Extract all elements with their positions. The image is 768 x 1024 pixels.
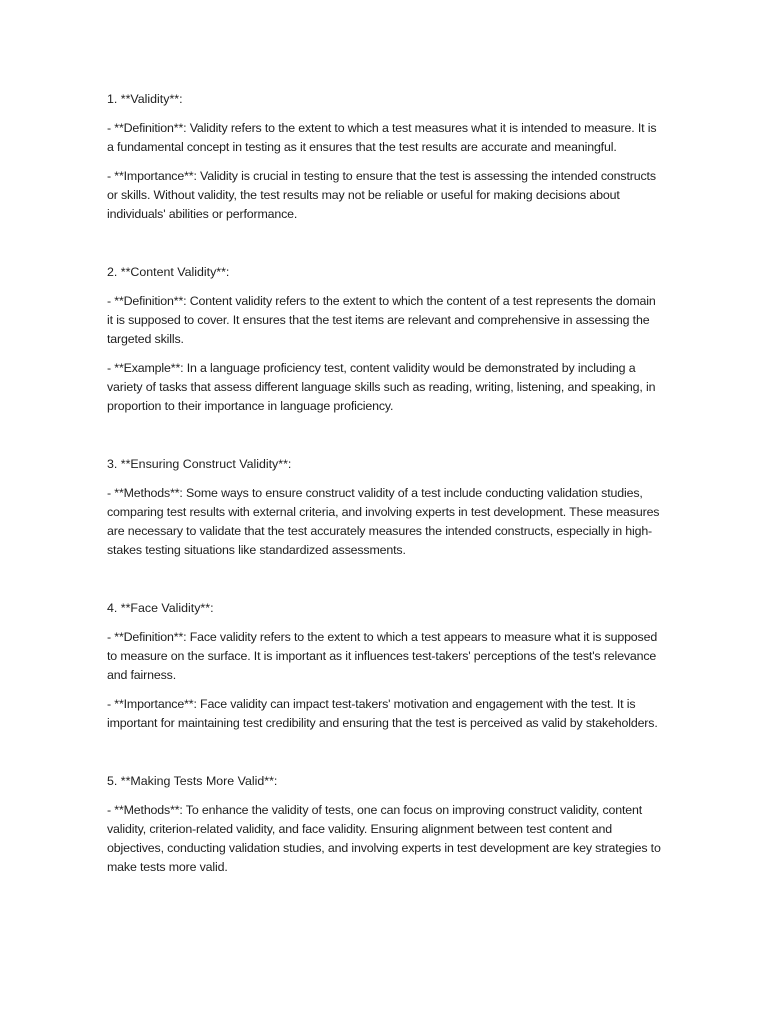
section-heading: 4. **Face Validity**: bbox=[107, 601, 214, 615]
paragraph-definition: - **Definition**: Validity refers to the extent to which a test measures what it is intended to measure. It is a fundamental concept in testing as it ensures that the test results are accurate and meaningful. bbox=[107, 121, 657, 154]
paragraph-methods: - **Methods**: To enhance the validity of tests, one can focus on improving construct validity, content validity, criterion-related validity, and face validity. Ensuring alignment between test content and objectives, conducting validation studies, and involving experts in test development are key strategies to make tests more valid. bbox=[107, 803, 661, 874]
section-heading: 2. **Content Validity**: bbox=[107, 265, 230, 279]
section-making-tests-more-valid bbox=[107, 772, 663, 877]
paragraph-definition: - **Definition**: Content validity refers to the extent to which the content of a test represents the domain it is supposed to cover. It ensures that the test items are relevant and comprehensive in assessing the targeted skills. bbox=[107, 294, 656, 346]
section-face-validity bbox=[107, 599, 663, 733]
section-ensuring-construct-validity bbox=[107, 455, 663, 560]
paragraph-importance: - **Importance**: Face validity can impact test-takers' motivation and engagement with the test. It is important for maintaining test credibility and ensuring that the test is perceived as valid by stakeholders. bbox=[107, 697, 658, 730]
document-body bbox=[107, 90, 663, 916]
section-heading: 1. **Validity**: bbox=[107, 92, 183, 106]
section-content-validity bbox=[107, 263, 663, 416]
section-heading: 3. **Ensuring Construct Validity**: bbox=[107, 457, 292, 471]
paragraph-importance: - **Importance**: Validity is crucial in testing to ensure that the test is assessing the intended constructs or skills. Without validity, the test results may not be reliable or useful for making decisions about individuals' abilities or performance. bbox=[107, 169, 656, 221]
section-validity bbox=[107, 90, 663, 224]
section-heading: 5. **Making Tests More Valid**: bbox=[107, 774, 278, 788]
paragraph-example: - **Example**: In a language proficiency test, content validity would be demonstrated by including a variety of tasks that assess different language skills such as reading, writing, listening, and speaking, in proportion to their importance in language proficiency. bbox=[107, 361, 656, 413]
paragraph-definition: - **Definition**: Face validity refers to the extent to which a test appears to measure what it is supposed to measure on the surface. It is important as it influences test-takers' perceptions of the test's relevance and fairness. bbox=[107, 630, 658, 682]
paragraph-methods: - **Methods**: Some ways to ensure construct validity of a test include conducting validation studies, comparing test results with external criteria, and involving experts in test development. These measures are necessary to validate that the test accurately measures the intended constructs, especially in high-stakes testing situations like standardized assessments. bbox=[107, 486, 660, 557]
